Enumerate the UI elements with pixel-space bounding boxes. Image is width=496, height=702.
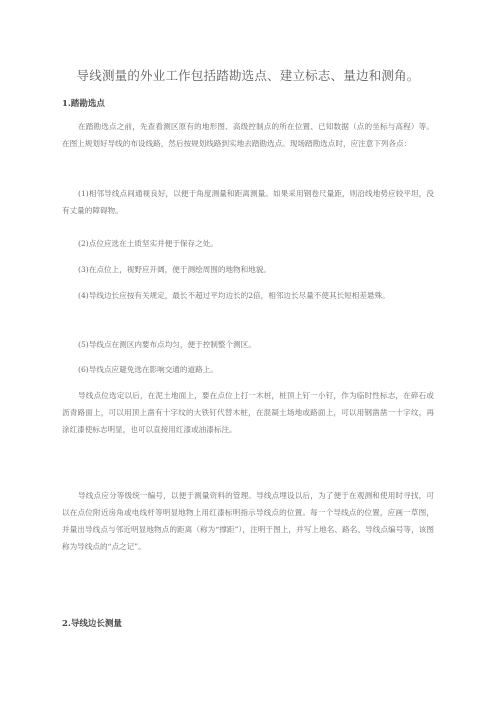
paragraph-numbering: 导线点应分等级统一编号，以便于测量资料的管理。导线点埋设以后，为了便于在观测和使用时寻找，可以在点位附近房角或电线杆等明显地物上用红漆标明指示导线点的位置。每一个导线点的位置，应画一草图，并量出导线点与邻近明显地物点的距离（称为“撑距”），注明于图上，并写上地名、路名、导线点编号等，该图称为导线点的“点之记”。 — [62, 491, 434, 551]
list-item-5: (5)导线点在测区内要布点均匀，便于控制整个测区。 — [78, 340, 256, 349]
list-item-4: (4)导线边长应按有关规定，最长不超过平均边长的2倍，相邻边长尽量不使其长短相差悬殊。 — [78, 291, 390, 300]
list-item-3: (3)在点位上，视野应开阔，便于测绘周围的地物和地貌。 — [78, 265, 272, 274]
list-item-2: (2)点位应选在土质坚实并便于保存之处。 — [78, 239, 218, 248]
section-heading-2: 2.导线边长测量 — [62, 619, 122, 629]
paragraph-markers: 导线点位选定以后，在泥土地面上，要在点位上打一木桩，桩顶上钉一小钉，作为临时性标志，在碎石或沥青路面上，可以用顶上凿有十字纹的大铁钉代替木桩，在混凝土场地或路面上，可以用钢凿凿一十字纹，再涂红漆使标志明显，也可以直接用红漆或油漆标注。 — [62, 391, 434, 434]
list-item-1: (1)相邻导线点间通视良好，以便于角度测量和距离测量。如果采用钢卷尺量距，则沿线地势应较平坦，没有丈量的障碍物。 — [62, 189, 434, 215]
list-item-6: (6)导线点应避免选在影响交通的道路上。 — [78, 365, 218, 374]
section-heading-1: 1.踏勘选点 — [62, 99, 105, 109]
paragraph-intro: 在踏勘选点之前，先查看测区原有的地形图、高级控制点的所在位置、已知数据（点的坐标与高程）等。在图上规划好导线的布设线路，然后按规划线路到实地去踏勘选点。现场踏勘选点时，应注意下列各点： — [62, 122, 434, 148]
document-title: 导线测量的外业工作包括踏勘选点、建立标志、量边和测角。 — [76, 68, 420, 83]
